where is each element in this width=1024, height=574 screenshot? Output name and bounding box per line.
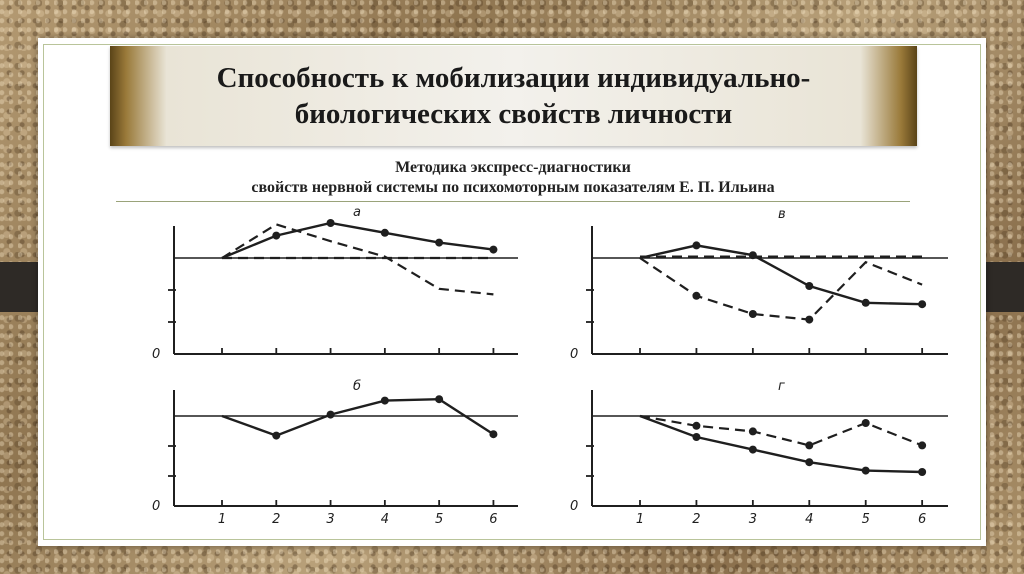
data-point (805, 316, 813, 324)
panel-label: б (353, 379, 362, 394)
solid-series-line (222, 223, 493, 258)
data-point (272, 432, 280, 440)
origin-label: 0 (152, 347, 161, 362)
x-tick-label: 6 (489, 512, 498, 527)
data-point (749, 446, 757, 454)
data-point (272, 232, 280, 240)
solid-series-line (640, 416, 922, 472)
data-point (489, 430, 497, 438)
x-tick-label: 5 (435, 512, 444, 527)
data-point (692, 433, 700, 441)
x-tick-label: 6 (918, 512, 927, 527)
x-tick-label: 5 (861, 512, 870, 527)
title-banner (110, 46, 917, 146)
dashed-series-line (640, 258, 922, 320)
x-tick-label: 1 (635, 512, 645, 527)
data-point (749, 251, 757, 259)
x-tick-label: 3 (326, 512, 335, 527)
x-tick-label: 2 (692, 512, 701, 527)
panel-label: в (778, 207, 786, 222)
data-point (862, 467, 870, 475)
origin-label: 0 (152, 499, 161, 514)
slide-title (194, 60, 834, 132)
diagram-figure (138, 206, 950, 528)
data-point (692, 292, 700, 300)
subtitle-line-2: свойств нервной системы по психомоторным показателям Е. П. Ильина (251, 179, 775, 196)
data-point (805, 458, 813, 466)
data-point (692, 241, 700, 249)
x-tick-label: 1 (217, 512, 227, 527)
data-point (327, 219, 335, 227)
solid-series-line (640, 245, 922, 304)
title-line-1: Способность к мобилизации индивидуально- (216, 62, 811, 94)
data-point (381, 397, 389, 405)
data-point (805, 282, 813, 290)
slide-subtitle (120, 158, 906, 198)
data-point (435, 395, 443, 403)
data-point (435, 239, 443, 247)
diagram-svg (138, 206, 950, 528)
data-point (327, 411, 335, 419)
origin-label: 0 (570, 347, 579, 362)
data-point (805, 441, 813, 449)
data-point (918, 468, 926, 476)
data-point (862, 419, 870, 427)
data-point (749, 310, 757, 318)
panel-label: а (353, 206, 361, 220)
origin-label: 0 (570, 499, 579, 514)
solid-series-line (222, 399, 493, 435)
data-point (862, 299, 870, 307)
data-point (381, 229, 389, 237)
title-line-2: биологических свойств личности (294, 98, 733, 130)
subtitle-line-1: Методика экспресс-диагностики (395, 159, 631, 176)
data-point (489, 246, 497, 254)
data-point (918, 441, 926, 449)
data-point (692, 422, 700, 430)
dashed-series-line (222, 224, 493, 294)
data-point (749, 427, 757, 435)
x-tick-label: 2 (272, 512, 281, 527)
x-tick-label: 3 (748, 512, 757, 527)
panel-label: г (778, 379, 785, 394)
subtitle-divider (116, 201, 910, 202)
x-tick-label: 4 (380, 512, 389, 527)
x-tick-label: 4 (805, 512, 814, 527)
data-point (918, 300, 926, 308)
